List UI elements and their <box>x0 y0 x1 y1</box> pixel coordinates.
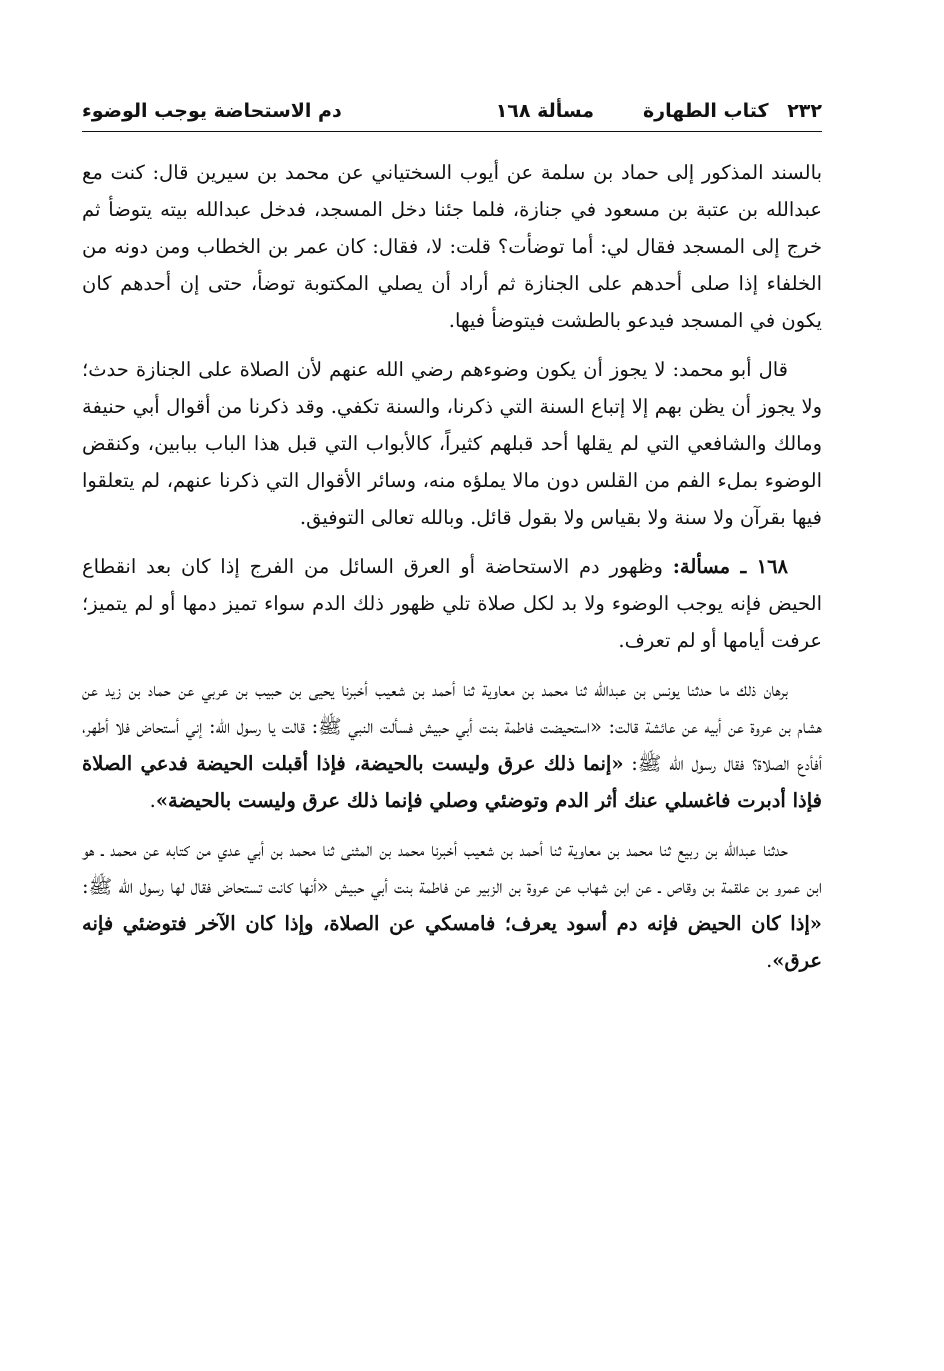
book-title: كتاب الطهارة <box>642 100 769 122</box>
page-body <box>82 154 822 979</box>
period: . <box>766 949 773 972</box>
issue-text: وظهور دم الاستحاضة أو العرق السائل من الفرج إذا كان بعد انقطاع الحيض فإنه يوجب الوضوء ولا بد لكل صلاة تلي ظهور ذلك الدم سواء تميز دمها أو لم يتميز؛ عرفت أيامها أو لم تعرف. <box>82 555 822 652</box>
header-page-and-book <box>643 92 822 130</box>
paragraph-text: قال أبو محمد: لا يجوز أن يكون وضوءهم رضي الله عنهم لأن الصلاة على الجنازة حدث؛ ولا يجوز أن يظن بهم إلا إتباع السنة التي ذكرنا، والسنة تكفي. وقد ذكرنا من أقوال أبي حنيفة ومالك والشافعي التي لم يقلها أحد قبلهم كثيراً، كالأبواب التي قبل هذا الباب ببابين، وكنقض الوضوء بملء الفم من القلس دون مالا يملؤه منه، وسائر الأقوال التي ذكرنا عنهم، لم يتعلقوا فيها بقرآن ولا سنة ولا بقياس ولا بقول قائل. وبالله تعالى التوفيق. <box>82 358 822 529</box>
period: . <box>149 789 156 812</box>
paragraph-text: بالسند المذكور إلى حماد بن سلمة عن أيوب السختياني عن محمد بن سيرين قال: كنت مع عبدالله بن عتبة بن مسعود في جنازة، فلما جئنا دخل المسجد، فدخل عبدالله بيته يتوضأ ثم خرج إلى المسجد فقال لي: أما توضأت؟ قلت: لا، فقال: كان عمر بن الخطاب ومن دونه من الخلفاء إذا صلى أحدهم على الجنازة ثم أراد أن يصلي المكتوبة توضأ، حتى إن أحدهم كان يكون في المسجد فيدعو بالطشت فيتوضأ فيها. <box>82 161 822 332</box>
paragraph-issue-168 <box>82 548 822 659</box>
book-page <box>82 92 822 1332</box>
running-header <box>82 92 822 134</box>
paragraph-second-hadith <box>82 831 822 979</box>
topic-title: دم الاستحاضة يوجب الوضوء <box>82 100 342 122</box>
narration-text: برهان ذلك ما حدثنا يونس بن عبدالله ثنا محمد بن معاوية ثنا أحمد بن شعيب أخبرنا يحيى بن حبيب بن عربي عن حماد بن زيد عن هشام بن عروة عن أبيه عن عائشة قالت: «استحيضت فاطمة بنت أبي حبيش فسألت النبي ﷺ: قالت يا رسول الله: إني أستحاض فلا أطهر، أفأدع الصلاة؟ فقال رسول الله ﷺ: <box>82 678 822 775</box>
header-divider <box>82 131 822 132</box>
hadith-text-bold: «إنما ذلك عرق وليست بالحيضة، فإذا أقبلت الحيضة فدعي الصلاة فإذا أدبرت فاغسلي عنك أثر الدم وتوضئي وصلي فإنما ذلك عرق وليست بالحيضة» <box>82 752 822 812</box>
paragraph-isnad-continued <box>82 154 822 339</box>
page-number: ٢٣٢ <box>787 100 822 122</box>
narration-text: حدثنا عبدالله بن ربيع ثنا محمد بن معاوية ثنا أحمد بن شعيب أخبرنا محمد بن المثنى ثنا محمد بن أبي عدي من كتابه عن محمد ـ هو ابن عمرو بن علقمة بن وقاص ـ عن ابن شهاب عن عروة بن الزبير عن فاطمة بنت أبي حبيش «أنها كانت تستحاض فقال لها رسول الله ﷺ: <box>82 838 822 898</box>
issue-heading: ١٦٨ ـ مسألة: <box>672 555 789 578</box>
paragraph-abu-muhammad <box>82 351 822 536</box>
paragraph-proof-hadith <box>82 671 822 819</box>
issue-label: مسألة ١٦٨ <box>495 100 594 122</box>
hadith-text-bold: «إذا كان الحيض فإنه دم أسود يعرف؛ فامسكي عن الصلاة، وإذا كان الآخر فتوضئي فإنه عرق» <box>82 912 822 972</box>
